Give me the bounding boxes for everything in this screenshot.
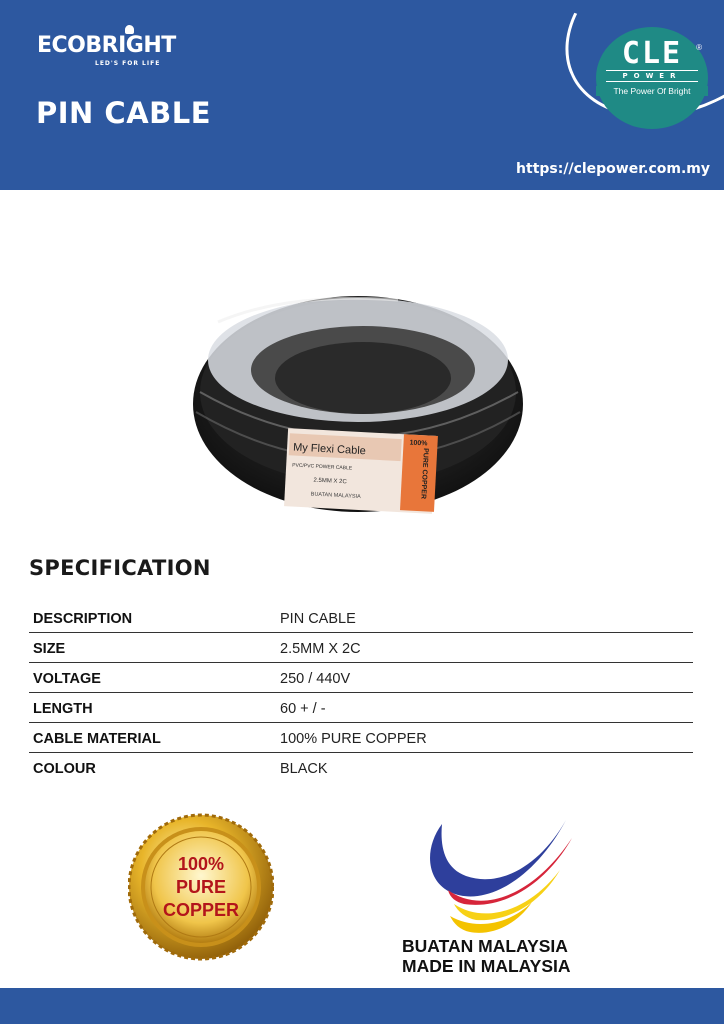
spec-value: PIN CABLE — [280, 611, 356, 627]
brand-name: ECOBRIGHT — [37, 33, 176, 58]
footer-bar — [0, 988, 724, 1024]
spec-label: SIZE — [33, 641, 66, 657]
spec-label: COLOUR — [33, 761, 96, 777]
seal-line3: COPPER — [162, 900, 240, 920]
spec-row-length — [29, 693, 693, 723]
cle-power-text: POWER — [606, 70, 698, 82]
cable-label-badge-text: PURE COPPER — [419, 447, 429, 500]
spec-row-cable-material — [29, 723, 693, 753]
made-in-malaysia-text — [402, 936, 571, 976]
gold-seal-icon — [128, 812, 274, 962]
spec-table — [29, 603, 693, 783]
made-in-line1: BUATAN MALAYSIA — [402, 936, 568, 956]
registered-mark: ® — [696, 43, 702, 52]
cle-power-logo — [596, 27, 708, 129]
cable-coil-image — [188, 282, 526, 518]
spec-value: 2.5MM X 2C — [280, 641, 361, 657]
cable-label-title: My Flexi Cable — [292, 441, 367, 458]
header-banner — [0, 0, 724, 190]
brand-tagline: LED'S FOR LIFE — [95, 60, 161, 67]
ecobright-logo — [37, 33, 176, 67]
spec-row-colour — [29, 753, 693, 783]
cle-slogan: The Power Of Bright — [596, 86, 708, 96]
spec-row-size — [29, 633, 693, 663]
seal-line2: PURE — [175, 877, 227, 897]
spec-row-description — [29, 603, 693, 633]
page-title: PIN CABLE — [36, 96, 212, 130]
spec-label: DESCRIPTION — [33, 611, 133, 627]
cle-logo-text: CLE — [621, 36, 683, 71]
spec-value: 250 / 440V — [280, 671, 351, 687]
spec-value: 60 + / - — [280, 701, 326, 717]
cable-label-origin: BUATAN MALAYSIA — [310, 491, 361, 501]
made-in-line2: MADE IN MALAYSIA — [402, 956, 571, 976]
cable-label-badge-pct: 100% — [409, 439, 428, 448]
cable-label-size: 2.5MM X 2C — [313, 477, 347, 486]
spec-value: 100% PURE COPPER — [280, 731, 427, 747]
spec-value: BLACK — [280, 761, 328, 777]
spec-label: LENGTH — [33, 701, 93, 717]
spec-label: CABLE MATERIAL — [33, 731, 161, 747]
spec-label: VOLTAGE — [33, 671, 101, 687]
cable-label-line: PVC/PVC POWER CABLE — [292, 462, 353, 472]
spec-title: SPECIFICATION — [29, 556, 211, 580]
website-link[interactable]: https://clepower.com.my — [516, 161, 710, 177]
spec-row-voltage — [29, 663, 693, 693]
seal-line1: 100% — [177, 854, 225, 874]
